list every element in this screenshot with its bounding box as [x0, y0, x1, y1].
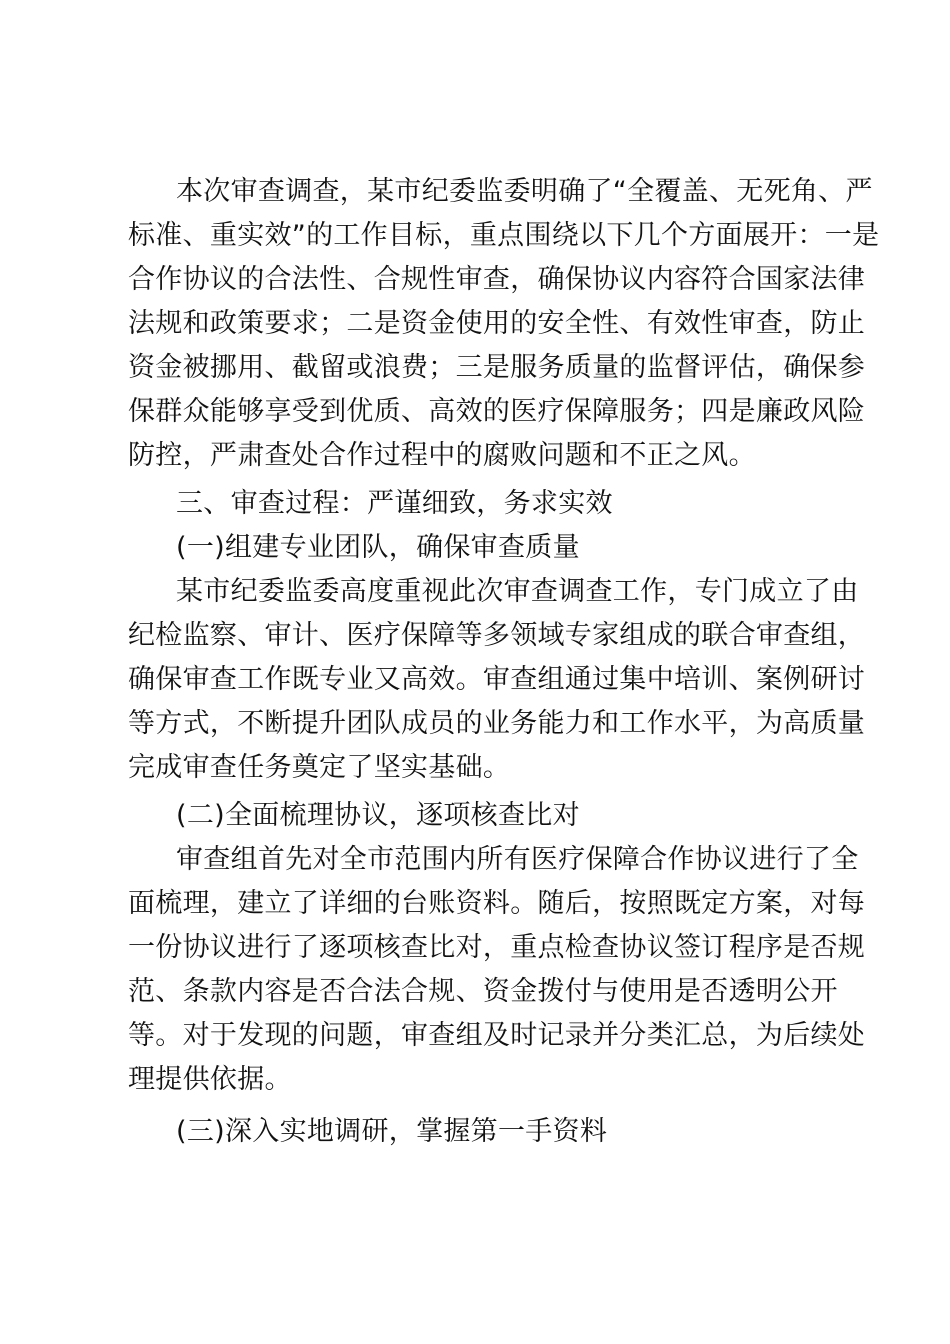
paragraph-line: 等。对于发现的问题，审查组及时记录并分类汇总，为后续处	[128, 1020, 866, 1051]
paragraph-line: 完成审查任务奠定了坚实基础。	[128, 752, 511, 783]
subsection-heading: (一)组建专业团队，确保审查质量	[176, 532, 580, 563]
paragraph-line: 审查组首先对全市范围内所有医疗保障合作协议进行了全	[176, 844, 859, 875]
subsection-heading: (二)全面梳理协议，逐项核查比对	[176, 800, 580, 831]
paragraph-line: 等方式，不断提升团队成员的业务能力和工作水平，为高质量	[128, 708, 866, 739]
paragraph-line: 确保审查工作既专业又高效。审查组通过集中培训、案例研讨	[128, 664, 866, 695]
paragraph-line: 纪检监察、审计、医疗保障等多领域专家组成的联合审查组，	[128, 620, 866, 651]
paragraph-line: 某市纪委监委高度重视此次审查调查工作，专门成立了由	[176, 576, 859, 607]
paragraph-line: 标准、重实效”的工作目标，重点围绕以下几个方面展开：一是	[128, 220, 880, 251]
paragraph-line: 合作协议的合法性、合规性审查，确保协议内容符合国家法律	[128, 264, 866, 295]
paragraph-line: 面梳理，建立了详细的台账资料。随后，按照既定方案，对每	[128, 888, 866, 919]
section-heading: 三、审查过程：严谨细致，务求实效	[176, 488, 613, 519]
subsection-heading: (三)深入实地调研，掌握第一手资料	[176, 1116, 608, 1147]
paragraph-line: 法规和政策要求；二是资金使用的安全性、有效性审查，防止	[128, 308, 866, 339]
paragraph-line: 保群众能够享受到优质、高效的医疗保障服务；四是廉政风险	[128, 396, 866, 427]
paragraph-line: 本次审查调查，某市纪委监委明确了“全覆盖、无死角、严	[176, 176, 873, 207]
paragraph-line: 范、条款内容是否合法合规、资金拨付与使用是否透明公开	[128, 976, 838, 1007]
paragraph-line: 防控，严肃查处合作过程中的腐败问题和不正之风。	[128, 440, 756, 471]
paragraph-line: 理提供依据。	[128, 1064, 292, 1095]
paragraph-line: 资金被挪用、截留或浪费；三是服务质量的监督评估，确保参	[128, 352, 866, 383]
paragraph-line: 一份协议进行了逐项核查比对，重点检查协议签订程序是否规	[128, 932, 866, 963]
